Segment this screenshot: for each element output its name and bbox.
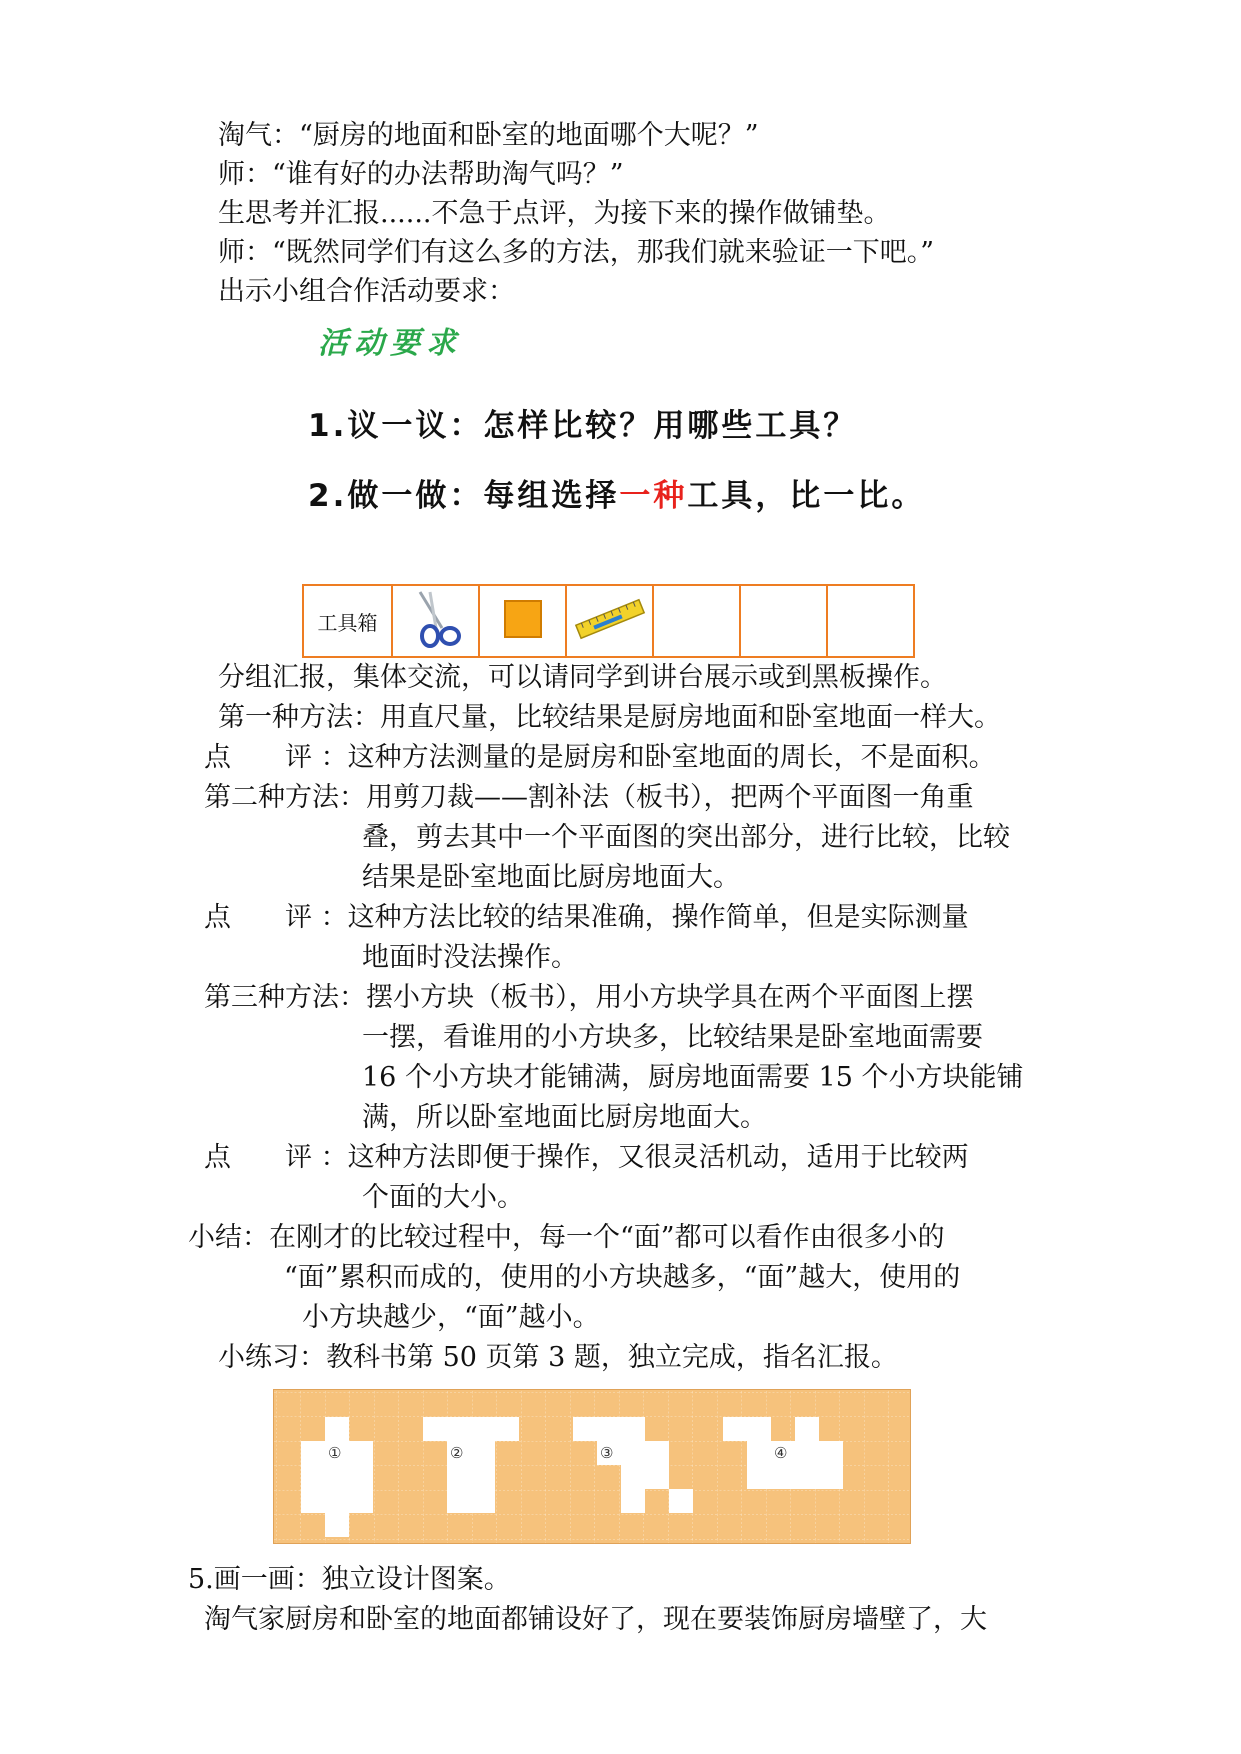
shape-3-cell xyxy=(621,1417,645,1441)
activity-title: 活动要求 xyxy=(318,326,462,361)
method-2-line-3: 结果是卧室地面比厨房地面大。 xyxy=(362,862,740,893)
shape-4-cell xyxy=(747,1441,771,1465)
figure-label-4: ④ xyxy=(774,1444,788,1462)
method-3-line-3: 16 个小方块才能铺满，厨房地面需要 15 个小方块能铺 xyxy=(362,1062,1024,1093)
shape-1-cell xyxy=(349,1489,373,1513)
shape-1-cell xyxy=(349,1441,373,1465)
practice-grid-figure xyxy=(273,1389,911,1544)
toolbox-label: 工具箱 xyxy=(303,585,392,657)
method-3-line-1: 第三种方法：摆小方块（板书），用小方块学具在两个平面图上摆 xyxy=(204,982,974,1013)
method-2-line-1: 第二种方法：用剪刀裁——割补法（板书），把两个平面图一角重 xyxy=(204,782,974,813)
shape-3-cell xyxy=(669,1489,693,1513)
intro-line-5: 出示小组合作活动要求： xyxy=(218,276,515,307)
shape-2-cell xyxy=(471,1465,495,1489)
intro-line-4: 师：“既然同学们有这么多的方法，那我们就来验证一下吧。” xyxy=(218,237,935,268)
shape-4-cell xyxy=(723,1417,747,1441)
shape-4-cell xyxy=(747,1417,771,1441)
shape-3-cell xyxy=(621,1489,645,1513)
shape-3-cell xyxy=(621,1441,645,1465)
activity-item-2-highlight: 一种 xyxy=(619,478,688,514)
scissors-icon xyxy=(406,588,466,650)
figure-label-2: ② xyxy=(450,1444,464,1462)
shape-1-cell xyxy=(301,1465,325,1489)
toolbox-cell-ruler xyxy=(566,585,653,657)
shape-4-cell xyxy=(795,1417,819,1441)
activity-item-1: 1.议一议：怎样比较？用哪些工具？ xyxy=(308,408,858,444)
summary-line-1: 小结：在刚才的比较过程中，每一个“面”都可以看作由很多小的 xyxy=(188,1222,945,1253)
shape-1-cell xyxy=(325,1489,349,1513)
practice-line: 小练习：教科书第 50 页第 3 题，独立完成，指名汇报。 xyxy=(218,1342,898,1373)
shape-1-cell xyxy=(325,1465,349,1489)
toolbox-cell-scissors xyxy=(392,585,479,657)
shape-1-cell xyxy=(349,1465,373,1489)
shape-1-cell xyxy=(325,1417,349,1441)
method-1: 第一种方法：用直尺量，比较结果是厨房地面和卧室地面一样大。 xyxy=(218,702,1001,733)
activity-item-2-post: 工具，比一比。 xyxy=(687,478,926,514)
shape-2-cell xyxy=(447,1465,471,1489)
shape-2-cell xyxy=(471,1441,495,1465)
shape-1-cell xyxy=(301,1489,325,1513)
shape-1-cell xyxy=(301,1441,325,1465)
shape-2-cell xyxy=(423,1417,447,1441)
toolbox-cell-empty-1 xyxy=(653,585,740,657)
method-3-line-4: 满，所以卧室地面比厨房地面大。 xyxy=(362,1102,767,1133)
activity-item-2-pre: 2.做一做：每组选择 xyxy=(308,478,620,514)
report-line-1: 分组汇报，集体交流，可以请同学到讲台展示或到黑板操作。 xyxy=(218,662,947,693)
shape-4-cell xyxy=(795,1465,819,1489)
shape-2-cell xyxy=(447,1489,471,1513)
shape-3-cell xyxy=(645,1441,669,1465)
intro-line-3: 生思考并汇报......不急于点评，为接下来的操作做铺垫。 xyxy=(218,198,891,229)
activity-item-2 xyxy=(308,470,925,515)
method-2-line-2: 叠，剪去其中一个平面图的突出部分，进行比较，比较 xyxy=(362,822,1010,853)
shape-2-cell xyxy=(495,1417,519,1441)
shape-4-cell xyxy=(747,1465,771,1489)
shape-2-cell xyxy=(447,1417,471,1441)
intro-line-2: 师：“谁有好的办法帮助淘气吗？” xyxy=(218,159,624,190)
intro-line-1: 淘气：“厨房的地面和卧室的地面哪个大呢？” xyxy=(218,120,759,151)
toolbox-cell-square xyxy=(479,585,566,657)
shape-3-cell xyxy=(621,1465,645,1489)
comment-2-line-1: 点 评 ：这种方法比较的结果准确，操作简单，但是实际测量 xyxy=(204,902,969,933)
shape-4-cell xyxy=(819,1465,843,1489)
shape-4-cell xyxy=(795,1441,819,1465)
comment-1: 点 评 ：这种方法测量的是厨房和卧室地面的周长，不是面积。 xyxy=(204,742,996,773)
comment-3-line-2: 个面的大小。 xyxy=(362,1182,524,1213)
comment-2-line-2: 地面时没法操作。 xyxy=(362,942,578,973)
toolbox-table xyxy=(302,584,915,658)
ruler-icon xyxy=(572,594,648,644)
shape-4-cell xyxy=(771,1465,795,1489)
shape-1-cell xyxy=(325,1513,349,1537)
toolbox-cell-empty-2 xyxy=(740,585,827,657)
method-3-line-2: 一摆，看谁用的小方块多，比较结果是卧室地面需要 xyxy=(362,1022,983,1053)
shape-2-cell xyxy=(471,1417,495,1441)
toolbox-cell-empty-3 xyxy=(827,585,914,657)
section-5-text: 淘气家厨房和卧室的地面都铺设好了，现在要装饰厨房墙壁了，大 xyxy=(204,1604,987,1635)
figure-label-3: ③ xyxy=(600,1444,614,1462)
shape-3-cell xyxy=(645,1465,669,1489)
figure-label-1: ① xyxy=(328,1444,342,1462)
shape-2-cell xyxy=(471,1489,495,1513)
section-5-title: 5.画一画：独立设计图案。 xyxy=(188,1564,511,1595)
comment-3-line-1: 点 评 ：这种方法即便于操作，又很灵活机动，适用于比较两 xyxy=(204,1142,969,1173)
square-tile-icon xyxy=(503,599,543,639)
summary-line-3: 小方块越少，“面”越小。 xyxy=(302,1302,600,1333)
shape-3-cell xyxy=(573,1417,597,1441)
shape-3-cell xyxy=(597,1417,621,1441)
shape-4-cell xyxy=(819,1441,843,1465)
summary-line-2: “面”累积而成的，使用的小方块越多，“面”越大，使用的 xyxy=(284,1262,961,1293)
